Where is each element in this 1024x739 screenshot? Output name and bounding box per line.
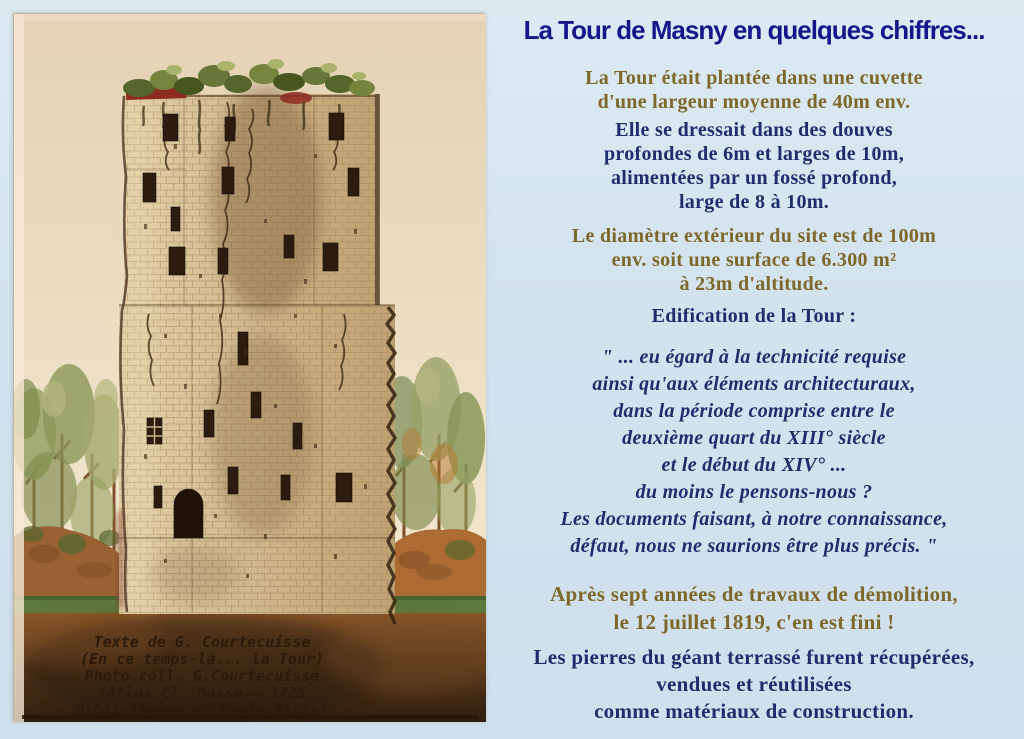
text-line: Après sept années de travaux de démolition, — [550, 582, 958, 606]
quotation-block — [488, 344, 1020, 560]
tower-painting — [14, 14, 486, 722]
text-line: " ... eu égard à la technicité requise — [601, 346, 907, 368]
text-line: Les documents faisant, à notre connaissance, — [560, 508, 948, 530]
caption-line: Bibliothèque du Génie-Paris) — [75, 701, 329, 719]
photo-caption — [22, 634, 382, 719]
text-line: et le début du XIV° ... — [661, 454, 847, 476]
tower-right-shadow — [375, 94, 380, 305]
text-line: La Tour était plantée dans une cuvette — [585, 67, 923, 89]
paragraph-diametre — [488, 224, 1020, 296]
tower-photo-frame — [13, 13, 485, 721]
paragraph-pierres — [488, 644, 1020, 725]
text-line: Les pierres du géant terrassé furent récupérées, — [533, 645, 975, 669]
text-line: env. soit une surface de 6.300 m² — [611, 249, 897, 271]
text-line: large de 8 à 10m. — [678, 191, 830, 213]
page-title: La Tour de Masny en quelques chiffres... — [523, 15, 985, 45]
text-line: alimentées par un fossé profond, — [610, 167, 898, 189]
caption-line: (Atlas Cl. Masse - 1725 — [98, 684, 306, 702]
arched-doorway — [174, 489, 203, 538]
text-line: le 12 juillet 1819, c'en est fini ! — [613, 610, 895, 634]
red-streak — [117, 512, 123, 608]
heading-edification — [488, 304, 1020, 328]
text-line: vendues et réutilisées — [656, 672, 852, 696]
text-line: Elle se dressait dans des douves — [615, 119, 893, 141]
text-line: défaut, nous ne saurions être plus précis. " — [570, 535, 938, 557]
caption-line: Photo coll. G.Courtecuisse — [84, 667, 320, 685]
text-line: deuxième quart du XIII° siècle — [622, 427, 886, 449]
photo-edge-left — [14, 14, 24, 722]
text-line: à 23m d'altitude. — [679, 273, 829, 295]
caption-line: (En ce temps-là... la Tour) — [80, 650, 324, 668]
photo-edge-top — [14, 14, 486, 22]
caption-line: Texte de G. Courtecuisse — [93, 633, 311, 651]
text-line: Edification de la Tour : — [651, 305, 857, 327]
paragraph-cuvette — [488, 66, 1020, 114]
text-line: profondes de 6m et larges de 10m, — [603, 143, 905, 165]
paragraph-demolition — [488, 580, 1020, 636]
text-line: dans la période comprise entre le — [613, 400, 895, 422]
text-line: ainsi qu'aux éléments architecturaux, — [592, 373, 916, 395]
text-line: d'une largeur moyenne de 40m env. — [597, 91, 911, 113]
tower — [117, 59, 395, 624]
text-column — [488, 0, 1020, 725]
paragraph-douves — [488, 118, 1020, 214]
text-line: Le diamètre extérieur du site est de 100m — [571, 225, 937, 247]
text-line: comme matériaux de construction. — [594, 699, 914, 723]
text-line: du moins le pensons-nous ? — [635, 481, 873, 503]
